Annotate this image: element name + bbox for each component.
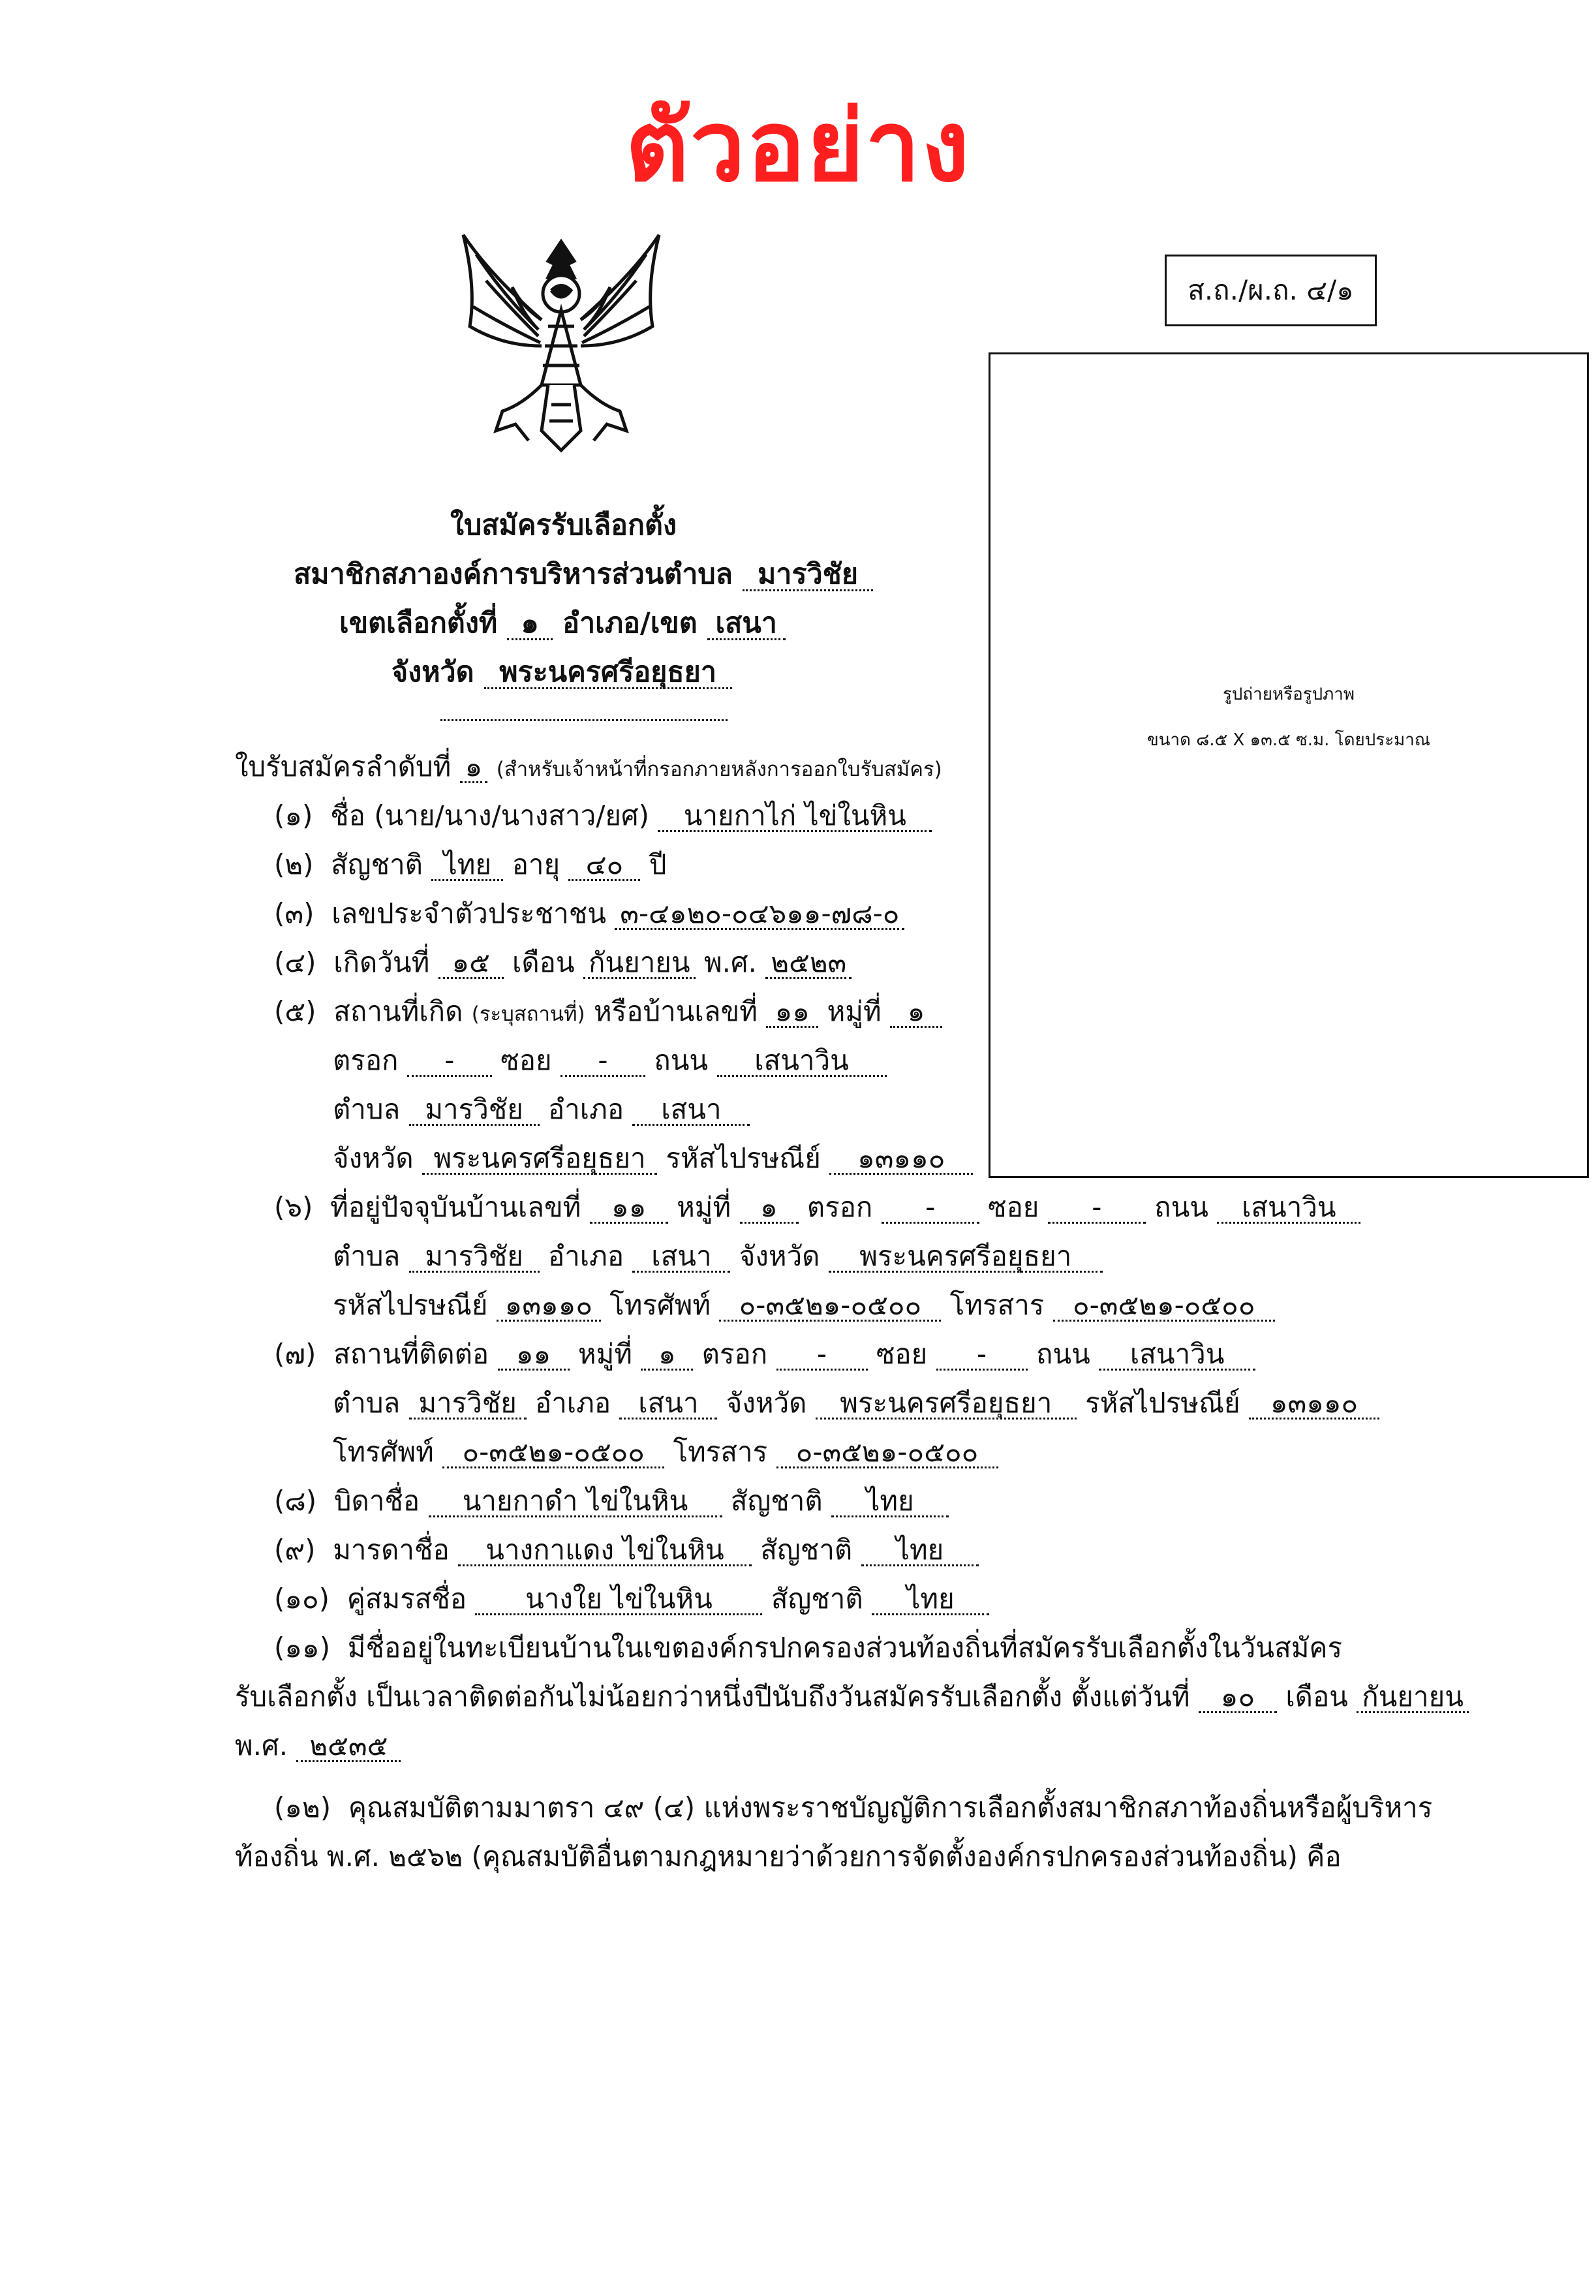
province-label: จังหวัด [739, 1240, 820, 1272]
receipt-note: (สำหรับเจ้าหน้าที่กรอกภายหลังการออกใบรับสมัคร) [496, 758, 942, 781]
moo-field: ๑ [890, 997, 942, 1028]
trok-label: ตรอก [806, 1191, 873, 1223]
item-number: (๑๐) [274, 1583, 330, 1615]
birthplace-note: (ระบุสถานที่) [471, 1002, 585, 1026]
zip-label: รหัสไปรษณีย์ [1085, 1387, 1240, 1419]
zip-field: ๑๓๑๑๐ [1249, 1389, 1379, 1419]
soi-label: ซอย [500, 1044, 552, 1076]
district-label: เขตเลือกตั้งที่ [339, 607, 498, 640]
trok-field: - [776, 1340, 868, 1371]
fax-field: ๐-๓๕๒๑-๐๕๐๐ [776, 1438, 998, 1468]
nationality-label: สัญชาติ [760, 1534, 853, 1566]
province-line [391, 649, 732, 694]
zip-label: รหัสไปรษณีย์ [333, 1289, 488, 1321]
contact-address-label: สถานที่ติดต่อ [333, 1338, 489, 1370]
birth-year-label: พ.ศ. [703, 946, 758, 978]
province-label: จังหวัด [333, 1142, 414, 1174]
nationality-label: สัญชาติ [771, 1583, 863, 1615]
item-birth-date [274, 946, 852, 979]
nationality-field: ไทย [831, 1487, 949, 1517]
amphoe-label: อำเภอ [547, 1093, 624, 1125]
birth-year-field: ๒๕๒๓ [765, 948, 852, 979]
fax-label: โทรสาร [673, 1436, 768, 1468]
id-number-field: ๓-๔๑๒๐-๐๔๖๑๑-๗๘-๐ [615, 899, 904, 930]
province-field: พระนครศรีอยุธยา [422, 1144, 657, 1175]
age-label: อายุ [512, 848, 560, 880]
soi-field: - [936, 1340, 1028, 1371]
province-field: พระนครศรีอยุธยา [816, 1389, 1077, 1419]
form-title: ใบสมัครรับเลือกตั้ง [450, 509, 677, 542]
age-field: ๔๐ [568, 850, 640, 881]
item-number: (๔) [274, 946, 316, 978]
tambon-label: ตำบล [333, 1240, 401, 1272]
receipt-number-field: ๑ [460, 752, 488, 783]
item-number: (๗) [274, 1338, 316, 1370]
receipt-label: ใบรับสมัครลำดับที่ [235, 751, 452, 783]
house-number-field: ๑๑ [766, 997, 818, 1028]
item-number: (๖) [274, 1191, 313, 1223]
soi-field: - [1048, 1193, 1146, 1224]
item-nationality-age [274, 848, 667, 881]
fax-label: โทรสาร [949, 1289, 1045, 1321]
item-qualification-line1 [274, 1792, 1432, 1824]
residence-month-field: กันยายน [1357, 1683, 1469, 1713]
phone-field: ๐-๓๕๒๑-๐๕๐๐ [442, 1438, 664, 1468]
zip-label: รหัสไปรษณีย์ [666, 1142, 821, 1174]
residence-text: มีชื่ออยู่ในทะเบียนบ้านในเขตองค์กรปกครองส่วนท้องถิ่นที่สมัครรับเลือกตั้งในวันสมัคร [347, 1632, 1343, 1664]
item-number: (๑๑) [274, 1632, 331, 1664]
father-name-field: นายกาดำ ไข่ในหิน [429, 1487, 722, 1517]
tambon-field: มารวิชัย [409, 1389, 527, 1419]
qualification-text: คุณสมบัติตามมาตรา ๔๙ (๔) แห่งพระราชบัญญัติการเลือกตั้งสมาชิกสภาท้องถิ่นหรือผู้บริหาร [348, 1792, 1433, 1823]
spouse-name-field: นางใย ไข่ในหิน [475, 1585, 762, 1615]
residence-month-label: เดือน [1285, 1681, 1348, 1713]
moo-label: หมู่ที่ [577, 1338, 632, 1370]
amphoe-field: เสนา [707, 609, 786, 640]
photo-size-caption: ขนาด ๘.๕ X ๑๓.๕ ซ.ม. โดยประมาณ [1146, 730, 1431, 750]
moo-label: หมู่ที่ [677, 1191, 731, 1223]
residence-text: รับเลือกตั้ง เป็นเวลาติดต่อกันไม่น้อยกว่าหนึ่งปีนับถึงวันสมัครรับเลือกตั้ง ตั้งแต่วันที่ [235, 1681, 1190, 1713]
photo-caption: รูปถ่ายหรือรูปภาพ [1222, 685, 1355, 704]
form-code-box [1165, 255, 1377, 326]
birth-day-field: ๑๕ [438, 948, 504, 979]
item-current-address [274, 1191, 1360, 1224]
form-code: ส.ถ./ผ.ถ. ๔/๑ [1188, 274, 1354, 306]
fax-field: ๐-๓๕๒๑-๐๕๐๐ [1053, 1291, 1275, 1322]
soi-label: ซอย [988, 1191, 1039, 1223]
birth-month-label: เดือน [512, 946, 575, 978]
garuda-emblem-icon [450, 215, 672, 463]
amphoe-field: เสนา [632, 1095, 750, 1126]
item-number: (๕) [274, 995, 316, 1027]
road-field: เสนาวิน [1217, 1193, 1360, 1224]
birth-month-field: กันยายน [583, 948, 696, 979]
item-number: (๒) [274, 848, 314, 880]
contact-tambon-line [333, 1387, 1379, 1419]
soi-label: ซอย [876, 1338, 928, 1370]
nationality-field: ไทย [431, 850, 503, 881]
item-birthplace [274, 995, 942, 1028]
amphoe-label: อำเภอ [534, 1387, 611, 1419]
moo-label: หมู่ที่ [827, 995, 882, 1027]
item-name [274, 799, 932, 832]
zip-field: ๑๓๑๑๐ [829, 1144, 973, 1175]
item-qualification-line2 [235, 1840, 1342, 1873]
birthplace-tambon-line [333, 1093, 750, 1126]
member-line [294, 551, 873, 596]
trok-label: ตรอก [333, 1044, 399, 1076]
province-label: จังหวัด [726, 1387, 807, 1419]
birthplace-road-line [333, 1044, 887, 1077]
item-number: (๑) [274, 799, 313, 831]
phone-label: โทรศัพท์ [333, 1436, 434, 1468]
current-tambon-line [333, 1240, 1103, 1273]
id-number-label: เลขประจำตัวประชาชน [331, 897, 606, 929]
amphoe-label: อำเภอ/เขต [562, 607, 698, 640]
province-field: พระนครศรีอยุธยา [484, 658, 732, 689]
tambon-field: มารวิชัย [743, 560, 873, 591]
trok-label: ตรอก [701, 1338, 768, 1370]
zip-field: ๑๓๑๑๐ [497, 1291, 601, 1322]
birthplace-province-line [333, 1142, 973, 1175]
phone-field: ๐-๓๕๒๑-๐๕๐๐ [719, 1291, 941, 1322]
spouse-label: คู่สมรสชื่อ [346, 1583, 467, 1615]
road-label: ถนน [1154, 1191, 1208, 1223]
item-number: (๘) [274, 1485, 317, 1517]
road-label: ถนน [1036, 1338, 1090, 1370]
item-mother [274, 1534, 979, 1566]
photo-box [989, 352, 1589, 1178]
tambon-label: ตำบล [333, 1387, 401, 1419]
name-label: ชื่อ (นาย/นาง/นางสาว/ยศ) [330, 799, 650, 831]
blank-dotted-line [440, 702, 728, 721]
road-field: เสนาวิน [1099, 1340, 1255, 1371]
item-spouse [274, 1583, 989, 1615]
birthplace-label: สถานที่เกิด [333, 995, 463, 1027]
nationality-field: ไทย [861, 1536, 979, 1566]
father-label: บิดาชื่อ [333, 1485, 420, 1517]
current-house-label: ที่อยู่ปัจจุบันบ้านเลขที่ [330, 1191, 581, 1223]
nationality-field: ไทย [872, 1585, 989, 1615]
mother-label: มารดาชื่อ [333, 1534, 450, 1566]
nationality-label: สัญชาติ [730, 1485, 823, 1517]
age-unit: ปี [649, 848, 667, 880]
receipt-line [235, 751, 942, 783]
district-line [339, 600, 786, 645]
amphoe-field: เสนา [619, 1389, 717, 1419]
amphoe-field: เสนา [632, 1242, 730, 1273]
name-field: นายกาไก่ ไข่ในหิน [658, 801, 932, 832]
item-number: (๓) [274, 897, 315, 929]
item-residence-line3 [235, 1730, 401, 1762]
contact-phone-line [333, 1436, 998, 1468]
residence-year-field: ๒๕๓๕ [296, 1731, 401, 1762]
house-number-label: หรือบ้านเลขที่ [593, 995, 758, 1027]
mother-name-field: นางกาแดง ไข่ในหิน [458, 1536, 752, 1566]
item-father [274, 1485, 949, 1517]
residence-day-field: ๑๐ [1199, 1683, 1277, 1713]
qualification-text: ท้องถิ่น พ.ศ. ๒๕๖๒ (คุณสมบัติอื่นตามกฎหมายว่าด้วยการจัดตั้งองค์กรปกครองส่วนท้องถิ่น) คือ [235, 1840, 1342, 1872]
item-number: (๙) [274, 1534, 316, 1566]
residence-year-label: พ.ศ. [235, 1730, 288, 1761]
trok-field: - [882, 1193, 979, 1224]
soi-field: - [560, 1046, 645, 1077]
road-field: เสนาวิน [717, 1046, 887, 1077]
district-field: ๑ [507, 609, 553, 640]
tambon-field: มารวิชัย [409, 1242, 540, 1273]
nationality-label: สัญชาติ [331, 848, 423, 880]
amphoe-label: อำเภอ [547, 1240, 624, 1272]
birth-day-label: เกิดวันที่ [333, 946, 430, 978]
province-label: จังหวัด [391, 656, 474, 689]
item-residence-line1 [274, 1632, 1342, 1664]
province-field: พระนครศรีอยุธยา [829, 1242, 1103, 1273]
contact-house-field: ๑๑ [498, 1340, 570, 1371]
item-number: (๑๒) [274, 1792, 331, 1823]
moo-field: ๑ [740, 1193, 799, 1224]
moo-field: ๑ [641, 1340, 693, 1371]
trok-field: - [407, 1046, 492, 1077]
phone-label: โทรศัพท์ [609, 1289, 711, 1321]
current-contact-line [333, 1289, 1275, 1322]
tambon-label: ตำบล [333, 1093, 401, 1125]
tambon-field: มารวิชัย [409, 1095, 540, 1126]
road-label: ถนน [654, 1044, 709, 1076]
sample-watermark: ตัวอย่าง [625, 90, 971, 204]
item-id-number [274, 897, 904, 930]
item-residence-line2 [235, 1681, 1469, 1713]
member-label: สมาชิกสภาองค์การบริหารส่วนตำบล [294, 558, 733, 591]
current-house-field: ๑๑ [590, 1193, 668, 1224]
item-contact-address [274, 1338, 1255, 1371]
